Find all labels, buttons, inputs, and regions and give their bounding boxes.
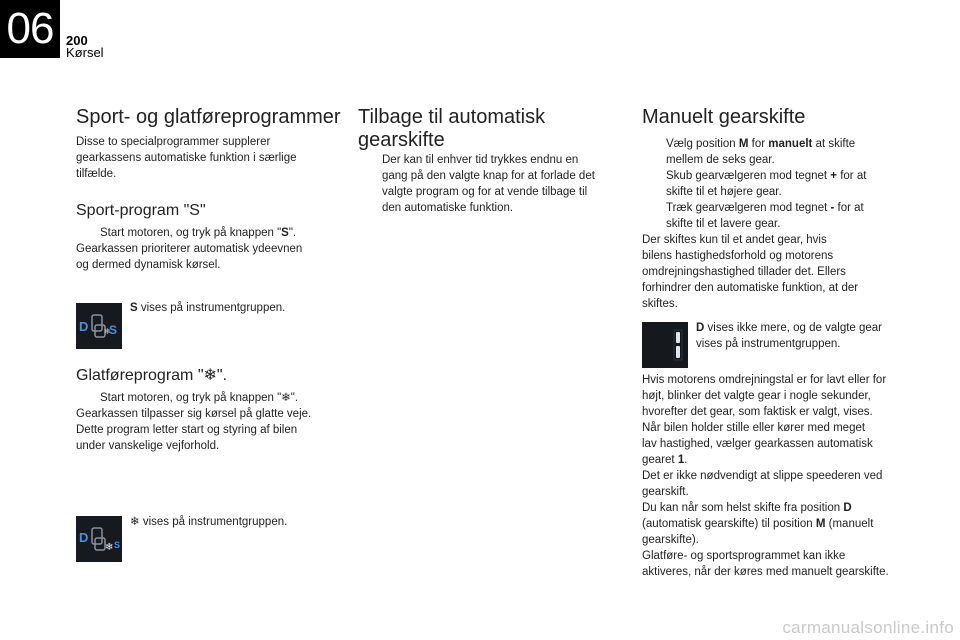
display-d-letter: D <box>79 319 89 334</box>
display-s-letter: S <box>109 323 118 337</box>
snow-display-image <box>76 516 122 562</box>
manual-step-1: Vælg position M for manuelt at skifte mellem de seks gear. <box>666 138 856 166</box>
sport-body: Gearkassen prioriterer automatisk ydeevnen og dermed dynamisk kørsel. <box>76 243 303 271</box>
heading-tilbage: Tilbage til automatisk gearskifte <box>358 106 546 151</box>
snow-caption: ❄ vises på instrumentgruppen. <box>130 516 288 528</box>
heading-sport-glat: Sport- og glatføreprogrammer <box>76 106 341 128</box>
display-d-letter: D <box>79 530 89 545</box>
heading-snow-program: Glatføreprogram "❄". <box>76 367 228 384</box>
intro-text: Disse to specialprogrammer supplerer gearkassens automatiske funktion i særlige tilfælde. <box>76 136 297 180</box>
gear-display-image <box>642 322 688 368</box>
sport-display-image <box>76 303 122 349</box>
watermark: carmanualsonline.info <box>782 618 954 637</box>
sport-step: Start motoren, og tryk på knappen "S". <box>100 227 297 239</box>
heading-sport-program: Sport-program "S" <box>76 202 206 219</box>
page-number: 200 <box>66 33 88 48</box>
sport-caption: S vises på instrumentgruppen. <box>130 302 286 314</box>
snow-body: Gearkassen tilpasser sig kørsel på glatte veje. Dette program letter start og styring af bilen under vanskelige vejforhold. <box>76 408 312 452</box>
heading-manuelt: Manuelt gearskifte <box>642 106 806 128</box>
snow-step: Start motoren, og tryk på knappen "❄". <box>100 392 299 404</box>
gear-caption: D vises ikke mere, og de valgte gear vises på instrumentgruppen. <box>696 322 883 350</box>
display-s-letter: S <box>114 540 121 550</box>
tilbage-step: Der kan til enhver tid trykkes endnu en gang på den valgte knap for at forlade det valgte program og for at vende tilbage til den automatiske funktion. <box>382 154 595 214</box>
display-snow-small: ❄ <box>104 327 111 336</box>
section-name: Kørsel <box>66 45 104 60</box>
display-snow-icon: ❄ <box>105 542 114 553</box>
manual-para-1: Der skiftes kun til et andet gear, hvis bilens hastighedsforhold og motorens omdrejningshastighed tillader det. Ellers forhindrer den automatiske funktion, at der skiftes. <box>642 234 859 310</box>
manual-step-3: Træk gearvælgeren mod tegnet - for at skifte til et lavere gear. <box>666 202 864 230</box>
manual-step-2: Skub gearvælgeren mod tegnet + for at skifte til et højere gear. <box>666 170 867 198</box>
chapter-number: 06 <box>6 4 54 53</box>
manual-para-2: Hvis motorens omdrejningstal er for lavt eller for højt, blinker det valgte gear i nogle sekunder, hvorefter det gear, som faktisk er valgt, vises. Når bilen holder stille eller kører med meget lav hastighed, vælger gearkassen automatisk gearet 1. Det er ikke nødvendigt at slippe speederen ved gearskift. Du kan når som helst skifte fra position D (automatisk gearskifte) til position M (manuelt gearskifte). Glatføre- og sportsprogrammet kan ikke aktiveres, når der køres med manuelt gearskifte. <box>642 374 889 578</box>
